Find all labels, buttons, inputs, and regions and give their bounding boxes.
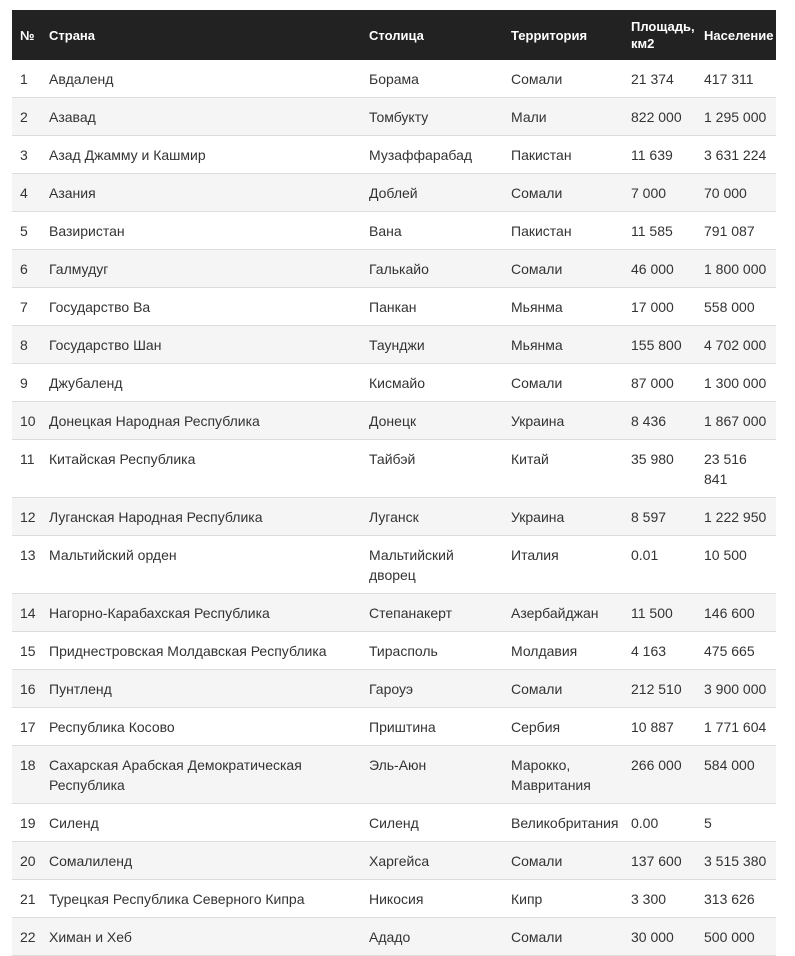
cell-num: 19 [20, 815, 36, 831]
cell-num: 3 [20, 147, 28, 163]
table-row [12, 594, 776, 632]
cell-num: 11 [20, 451, 35, 467]
cell-capital: Тирасполь [369, 643, 438, 659]
cell-area: 35 980 [631, 451, 674, 467]
cell-area: 30 000 [631, 929, 674, 945]
cell-population: 475 665 [704, 643, 755, 659]
cell-country: Турецкая Республика Северного Кипра [49, 891, 305, 907]
cell-population: 584 000 [704, 757, 755, 773]
cell-territory: Сомали [511, 261, 563, 277]
states-table [12, 10, 776, 956]
cell-country: Сахарская Арабская Демократическая Республика [49, 757, 302, 793]
cell-capital: Панкан [369, 299, 417, 315]
table-row [12, 98, 776, 136]
cell-territory: Сомали [511, 681, 563, 697]
cell-territory: Сомали [511, 185, 563, 201]
cell-area: 4 163 [631, 643, 667, 659]
cell-territory: Украина [511, 413, 565, 429]
cell-country: Азавад [49, 109, 96, 125]
table-row [12, 632, 776, 670]
cell-num: 1 [20, 71, 28, 87]
cell-num: 7 [20, 299, 28, 315]
cell-population: 1 800 000 [704, 261, 767, 277]
cell-area: 3 300 [631, 891, 667, 907]
cell-area: 11 585 [631, 223, 673, 239]
cell-population: 313 626 [704, 891, 755, 907]
table-row [12, 670, 776, 708]
cell-population: 558 000 [704, 299, 755, 315]
cell-population: 5 [704, 815, 712, 831]
cell-population: 791 087 [704, 223, 755, 239]
table-row [12, 746, 776, 804]
cell-country: Луганская Народная Республика [49, 509, 263, 525]
cell-territory: Украина [511, 509, 565, 525]
cell-area: 8 597 [631, 509, 667, 525]
cell-capital: Гароуэ [369, 681, 413, 697]
table-row [12, 708, 776, 746]
cell-area: 155 800 [631, 337, 682, 353]
cell-area: 7 000 [631, 185, 667, 201]
cell-num: 13 [20, 547, 36, 563]
cell-territory: Пакистан [511, 223, 572, 239]
cell-capital: Томбукту [369, 109, 429, 125]
table-row [12, 250, 776, 288]
cell-num: 12 [20, 509, 36, 525]
cell-area: 0.00 [631, 815, 659, 831]
table-row [12, 498, 776, 536]
cell-num: 14 [20, 605, 36, 621]
cell-territory: Китай [511, 451, 549, 467]
cell-area: 46 000 [631, 261, 674, 277]
table-row [12, 536, 776, 594]
cell-area: 212 510 [631, 681, 682, 697]
header-area: Площадь, км2 [631, 19, 695, 51]
cell-num: 4 [20, 185, 28, 201]
cell-num: 21 [20, 891, 36, 907]
cell-num: 6 [20, 261, 28, 277]
cell-country: Вазиристан [49, 223, 125, 239]
cell-population: 3 515 380 [704, 853, 767, 869]
table-row [12, 60, 776, 98]
cell-capital: Кисмайо [369, 375, 425, 391]
cell-area: 822 000 [631, 109, 682, 125]
table-row [12, 174, 776, 212]
cell-population: 4 702 000 [704, 337, 767, 353]
header-country: Страна [49, 27, 96, 43]
cell-capital: Таунджи [369, 337, 425, 353]
cell-country: Авдаленд [49, 71, 114, 87]
cell-territory: Мьянма [511, 299, 563, 315]
cell-capital: Эль-Аюн [369, 757, 427, 773]
cell-country: Республика Косово [49, 719, 175, 735]
table-row [12, 804, 776, 842]
cell-area: 10 887 [631, 719, 674, 735]
cell-num: 10 [20, 413, 36, 429]
cell-population: 3 900 000 [704, 681, 767, 697]
cell-population: 1 295 000 [704, 109, 767, 125]
cell-country: Силенд [49, 815, 99, 831]
cell-area: 0.01 [631, 547, 659, 563]
cell-num: 22 [20, 929, 36, 945]
table-row [12, 402, 776, 440]
cell-num: 8 [20, 337, 28, 353]
cell-country: Китайская Республика [49, 451, 196, 467]
cell-population: 1 300 000 [704, 375, 767, 391]
cell-capital: Мальтийский дворец [369, 547, 454, 583]
header-row [12, 10, 776, 60]
cell-territory: Сомали [511, 853, 563, 869]
table-body [12, 60, 776, 956]
cell-country: Азад Джамму и Кашмир [49, 147, 206, 163]
cell-territory: Италия [511, 547, 559, 563]
cell-area: 11 639 [631, 147, 673, 163]
cell-capital: Харгейса [369, 853, 430, 869]
cell-country: Приднестровская Молдавская Республика [49, 643, 327, 659]
cell-territory: Сомали [511, 71, 563, 87]
cell-country: Сомалиленд [49, 853, 133, 869]
cell-territory: Сербия [511, 719, 561, 735]
cell-population: 1 867 000 [704, 413, 767, 429]
cell-territory: Кипр [511, 891, 543, 907]
cell-capital: Ададо [369, 929, 411, 945]
cell-population: 500 000 [704, 929, 755, 945]
cell-area: 21 374 [631, 71, 674, 87]
cell-capital: Луганск [369, 509, 419, 525]
table-row [12, 842, 776, 880]
cell-area: 137 600 [631, 853, 682, 869]
cell-country: Азания [49, 185, 96, 201]
cell-capital: Галькайо [369, 261, 429, 277]
table-row [12, 212, 776, 250]
cell-territory: Молдавия [511, 643, 578, 659]
cell-num: 18 [20, 757, 36, 773]
cell-num: 5 [20, 223, 28, 239]
cell-capital: Донецк [369, 413, 417, 429]
cell-country: Государство Шан [49, 337, 162, 353]
cell-capital: Борама [369, 71, 419, 87]
cell-area: 17 000 [631, 299, 674, 315]
cell-population: 10 500 [704, 547, 747, 563]
table-row [12, 440, 776, 498]
cell-country: Химан и Хеб [49, 929, 132, 945]
states-table-container [12, 10, 776, 956]
cell-num: 2 [20, 109, 28, 125]
cell-territory: Мьянма [511, 337, 563, 353]
cell-country: Государство Ва [49, 299, 151, 315]
cell-population: 417 311 [704, 71, 754, 87]
cell-num: 15 [20, 643, 36, 659]
cell-country: Мальтийский орден [49, 547, 177, 563]
cell-territory: Марокко, Мавритания [511, 757, 591, 793]
cell-population: 1 771 604 [704, 719, 767, 735]
cell-num: 9 [20, 375, 28, 391]
cell-territory: Сомали [511, 929, 563, 945]
table-row [12, 918, 776, 956]
cell-country: Галмудуг [49, 261, 109, 277]
cell-capital: Приштина [369, 719, 436, 735]
cell-area: 8 436 [631, 413, 667, 429]
cell-capital: Силенд [369, 815, 419, 831]
header-territory: Территория [511, 27, 588, 43]
cell-capital: Доблей [369, 185, 418, 201]
cell-capital: Степанакерт [369, 605, 452, 621]
cell-area: 87 000 [631, 375, 674, 391]
table-row [12, 880, 776, 918]
cell-area: 11 500 [631, 605, 673, 621]
table-header [12, 10, 776, 60]
table-row [12, 364, 776, 402]
cell-num: 17 [20, 719, 36, 735]
cell-territory: Азербайджан [511, 605, 599, 621]
header-capital: Столица [369, 27, 424, 43]
cell-country: Джубаленд [49, 375, 123, 391]
cell-num: 20 [20, 853, 36, 869]
cell-territory: Великобритания [511, 815, 619, 831]
cell-country: Донецкая Народная Республика [49, 413, 260, 429]
cell-territory: Мали [511, 109, 547, 125]
table-row [12, 326, 776, 364]
header-population: Население [704, 27, 774, 43]
cell-population: 146 600 [704, 605, 755, 621]
table-row [12, 136, 776, 174]
table-row [12, 288, 776, 326]
cell-population: 23 516 841 [704, 451, 747, 487]
cell-population: 70 000 [704, 185, 747, 201]
cell-area: 266 000 [631, 757, 682, 773]
cell-population: 3 631 224 [704, 147, 767, 163]
header-num: № [20, 27, 35, 43]
cell-num: 16 [20, 681, 36, 697]
cell-capital: Тайбэй [369, 451, 416, 467]
cell-capital: Вана [369, 223, 402, 239]
cell-population: 1 222 950 [704, 509, 767, 525]
cell-capital: Никосия [369, 891, 424, 907]
cell-territory: Сомали [511, 375, 563, 391]
cell-country: Пунтленд [49, 681, 112, 697]
cell-capital: Музаффарабад [369, 147, 473, 163]
cell-country: Нагорно-Карабахская Республика [49, 605, 270, 621]
cell-territory: Пакистан [511, 147, 572, 163]
